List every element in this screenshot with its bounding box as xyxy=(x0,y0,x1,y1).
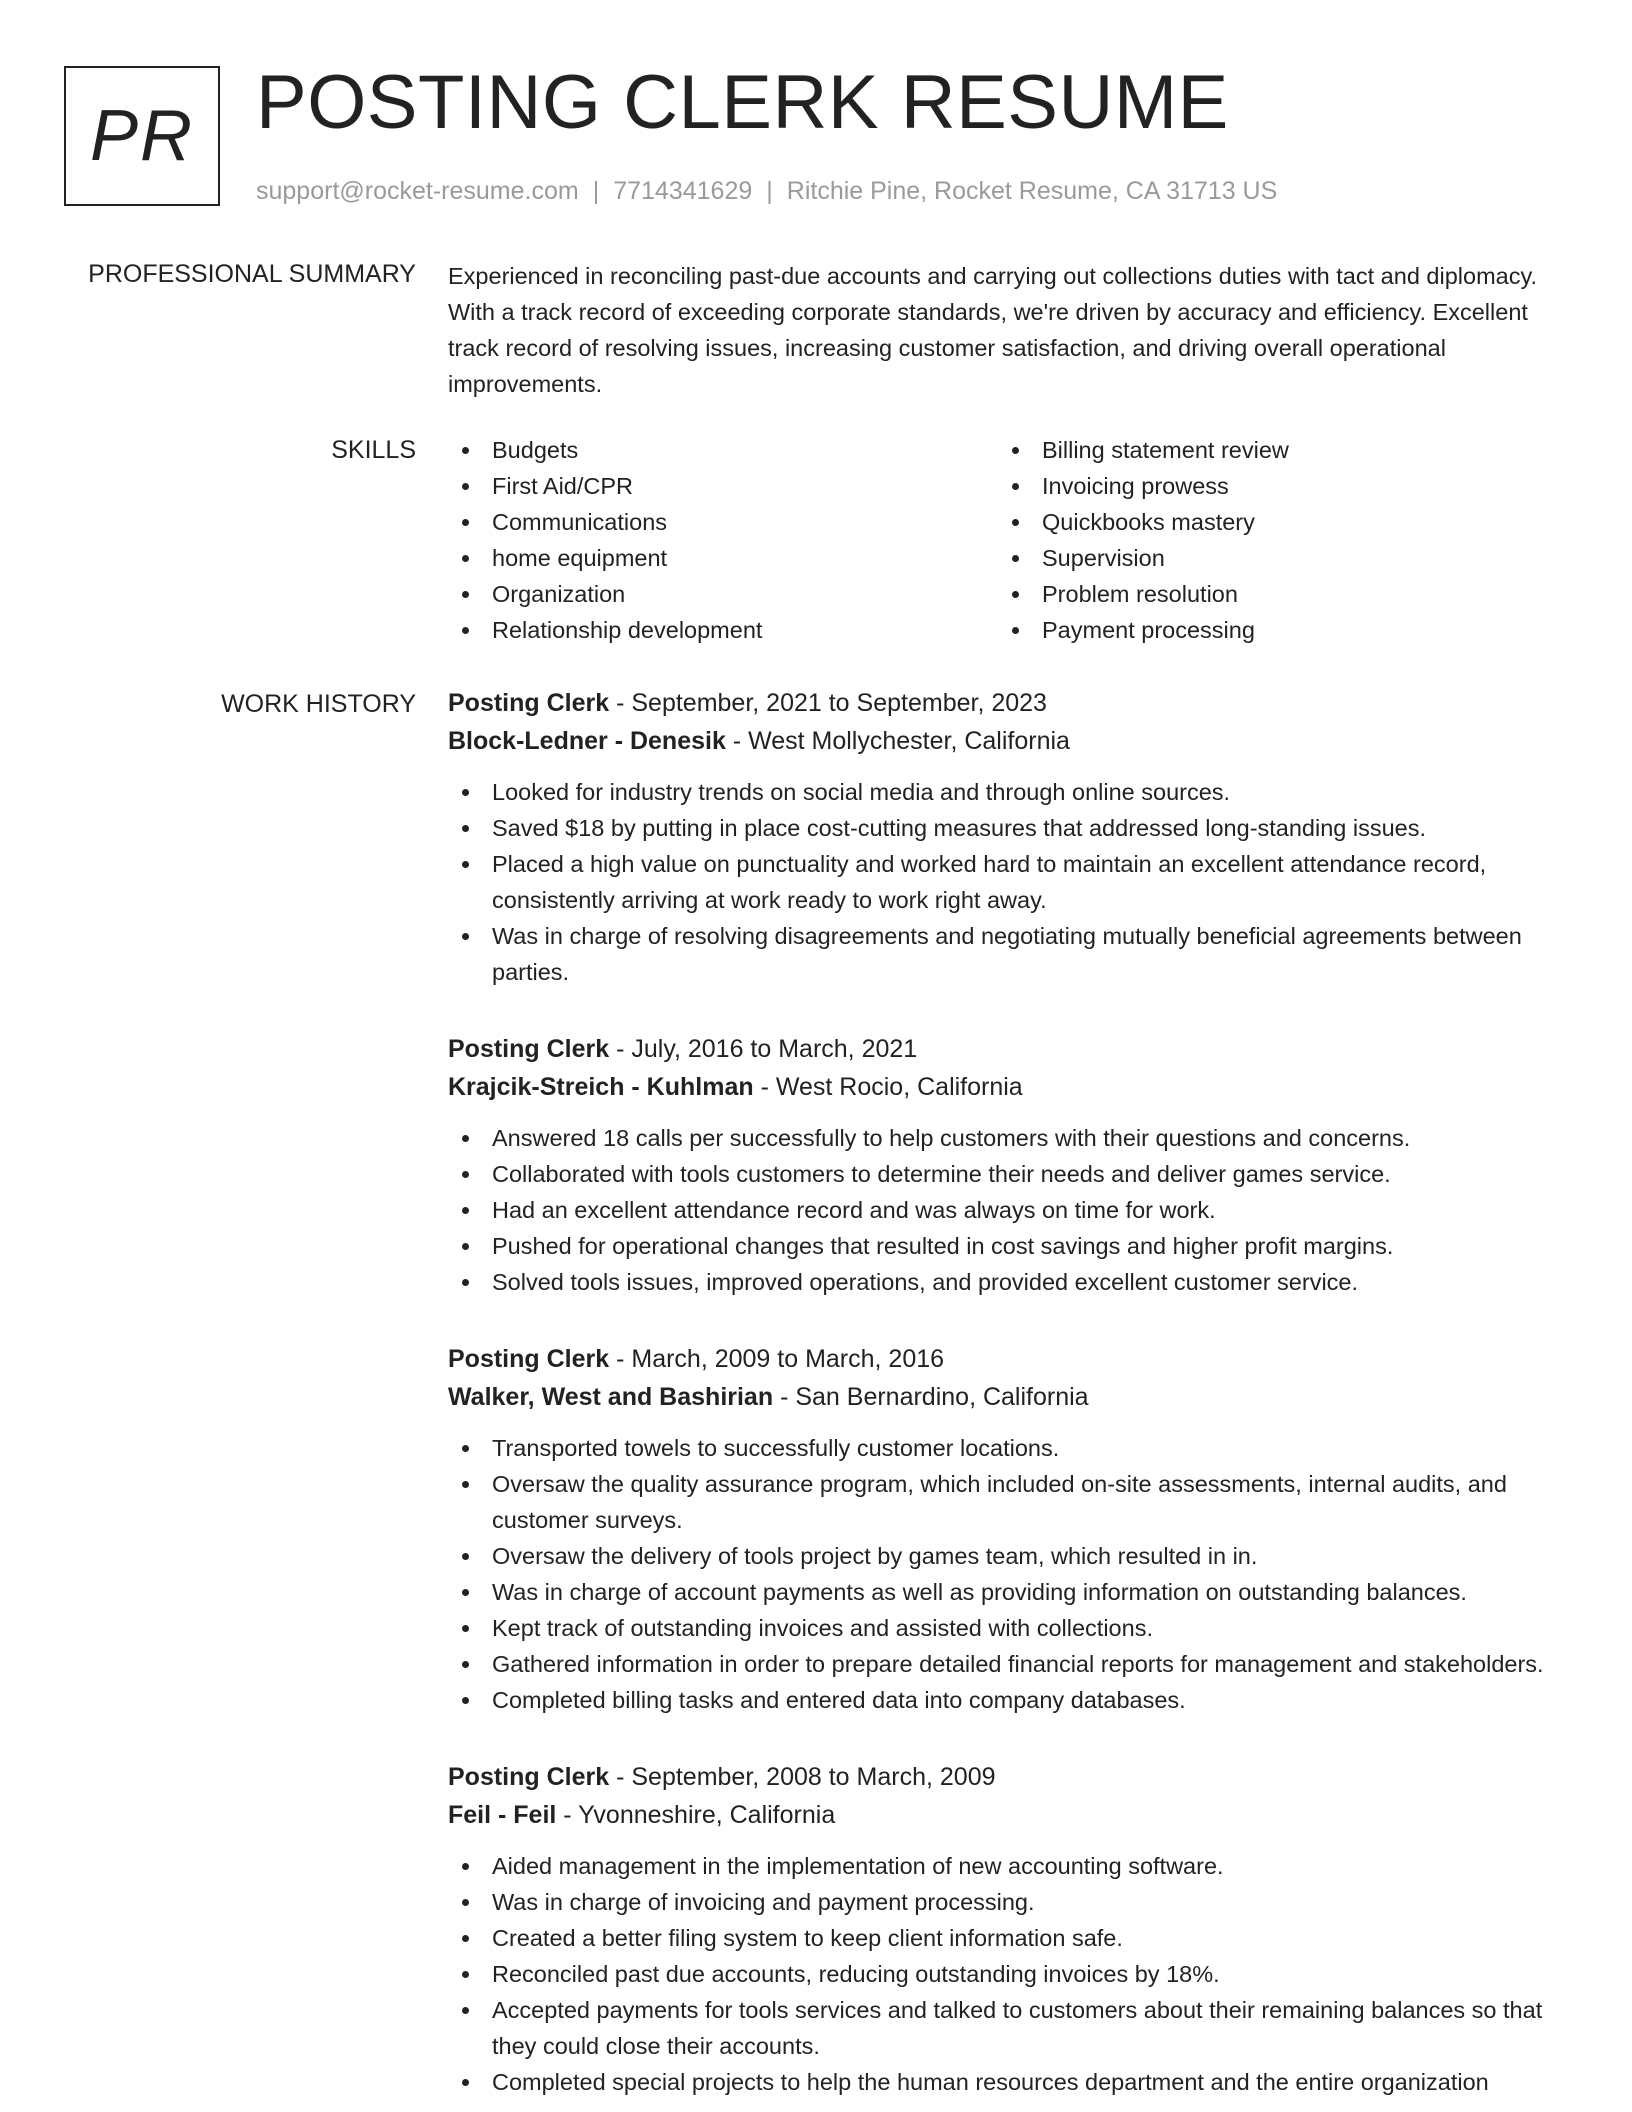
job-title: Posting Clerk xyxy=(448,1345,610,1373)
skills-grid xyxy=(448,432,1570,648)
job-bullet: Looked for industry trends on social media and through online sources. xyxy=(448,774,1570,810)
job-bullet: Completed billing tasks and entered data into company databases. xyxy=(448,1682,1570,1718)
summary-body xyxy=(448,258,1570,402)
summary-heading: PROFESSIONAL SUMMARY xyxy=(88,260,416,288)
job-bullets xyxy=(448,774,1570,990)
job-company-line xyxy=(448,722,1570,760)
job-company-line xyxy=(448,1068,1570,1106)
skill-item: Billing statement review xyxy=(998,432,1548,468)
job-location: - San Bernardino, California xyxy=(773,1383,1089,1411)
job-bullet: Accepted payments for tools services and talked to customers about their remaining balances so that they could close their accounts. xyxy=(448,1992,1570,2064)
job-dates: - September, 2021 to September, 2023 xyxy=(609,689,1047,717)
skill-item: home equipment xyxy=(448,540,998,576)
job-dates: - March, 2009 to March, 2016 xyxy=(609,1345,945,1373)
monogram-text: PR xyxy=(89,96,195,176)
skill-item: Relationship development xyxy=(448,612,998,648)
work-history-body xyxy=(448,684,1570,2112)
contact-phone[interactable]: 7714341629 xyxy=(613,177,753,205)
job-bullet: Was in charge of resolving disagreements and negotiating mutually beneficial agreements between parties. xyxy=(448,918,1570,990)
job-bullet: Transported towels to successfully customer locations. xyxy=(448,1430,1570,1466)
job-bullet: Had an excellent attendance record and was always on time for work. xyxy=(448,1192,1570,1228)
job-bullets xyxy=(448,1430,1570,1718)
job-title: Posting Clerk xyxy=(448,689,610,717)
job-bullet: Was in charge of invoicing and payment processing. xyxy=(448,1884,1570,1920)
job-company: Krajcik-Streich - Kuhlman xyxy=(448,1073,754,1101)
job-bullet: Placed a high value on punctuality and worked hard to maintain an excellent attendance record, consistently arriving at work ready to work right away. xyxy=(448,846,1570,918)
job-bullet: Created a better filing system to keep client information safe. xyxy=(448,1920,1570,1956)
job-entry xyxy=(448,1340,1570,1718)
job-bullet: Answered 18 calls per successfully to help customers with their questions and concerns. xyxy=(448,1120,1570,1156)
job-entry xyxy=(448,1758,1570,2100)
summary-text: Experienced in reconciling past-due accounts and carrying out collections duties with tact and diplomacy. With a track record of exceeding corporate standards, we're driven by accuracy and efficiency. Excellent track record of resolving issues, increasing customer satisfaction, and driving overall operational improvements. xyxy=(448,263,1537,397)
job-title: Posting Clerk xyxy=(448,1035,610,1063)
job-location: - West Rocio, California xyxy=(753,1073,1023,1101)
contact-separator: | xyxy=(592,177,600,205)
job-location: - West Mollychester, California xyxy=(725,727,1070,755)
job-title-line xyxy=(448,1758,1570,1796)
job-bullet: Collaborated with tools customers to determine their needs and deliver games service. xyxy=(448,1156,1570,1192)
skills-heading: SKILLS xyxy=(331,436,416,464)
job-company: Walker, West and Bashirian xyxy=(448,1383,774,1411)
work-history-heading: WORK HISTORY xyxy=(221,690,416,718)
job-company: Block-Ledner - Denesik xyxy=(448,727,726,755)
job-dates: - September, 2008 to March, 2009 xyxy=(609,1763,996,1791)
job-title-line xyxy=(448,1030,1570,1068)
job-title: Posting Clerk xyxy=(448,1763,610,1791)
job-bullet: Gathered information in order to prepare detailed financial reports for management and stakeholders. xyxy=(448,1646,1570,1682)
monogram-logo xyxy=(64,66,220,206)
skills-body xyxy=(448,432,1570,648)
job-bullet: Oversaw the quality assurance program, which included on-site assessments, internal audits, and customer surveys. xyxy=(448,1466,1570,1538)
skill-item: Communications xyxy=(448,504,998,540)
job-bullet: Completed special projects to help the human resources department and the entire organization xyxy=(448,2064,1570,2100)
contact-line xyxy=(256,174,1277,208)
job-company-line xyxy=(448,1796,1570,1834)
job-bullet: Solved tools issues, improved operations, and provided excellent customer service. xyxy=(448,1264,1570,1300)
skill-item: Supervision xyxy=(998,540,1548,576)
skill-item: Problem resolution xyxy=(998,576,1548,612)
job-bullets xyxy=(448,1848,1570,2100)
skill-item: Invoicing prowess xyxy=(998,468,1548,504)
skill-item: Organization xyxy=(448,576,998,612)
job-bullet: Was in charge of account payments as well as providing information on outstanding balances. xyxy=(448,1574,1570,1610)
skills-column-right xyxy=(998,432,1548,648)
skill-item: First Aid/CPR xyxy=(448,468,998,504)
job-bullets xyxy=(448,1120,1570,1300)
job-company: Feil - Feil xyxy=(448,1801,557,1829)
skill-item: Budgets xyxy=(448,432,998,468)
page-title: POSTING CLERK RESUME xyxy=(256,60,1229,145)
job-bullet: Reconciled past due accounts, reducing outstanding invoices by 18%. xyxy=(448,1956,1570,1992)
job-title-line xyxy=(448,684,1570,722)
job-title-line xyxy=(448,1340,1570,1378)
skill-item: Quickbooks mastery xyxy=(998,504,1548,540)
contact-email[interactable]: support@rocket-resume.com xyxy=(256,177,579,205)
job-bullet: Pushed for operational changes that resulted in cost savings and higher profit margins. xyxy=(448,1228,1570,1264)
job-bullet: Kept track of outstanding invoices and assisted with collections. xyxy=(448,1610,1570,1646)
job-company-line xyxy=(448,1378,1570,1416)
job-bullet: Saved $18 by putting in place cost-cutting measures that addressed long-standing issues. xyxy=(448,810,1570,846)
contact-separator: | xyxy=(766,177,773,205)
skill-item: Payment processing xyxy=(998,612,1548,648)
job-location: - Yvonneshire, California xyxy=(556,1801,836,1829)
contact-address: Ritchie Pine, Rocket Resume, CA 31713 US xyxy=(786,177,1278,205)
job-bullet: Aided management in the implementation of new accounting software. xyxy=(448,1848,1570,1884)
job-bullet: Oversaw the delivery of tools project by games team, which resulted in in. xyxy=(448,1538,1570,1574)
job-dates: - July, 2016 to March, 2021 xyxy=(609,1035,918,1063)
skills-column-left xyxy=(448,432,998,648)
job-entry xyxy=(448,684,1570,990)
job-entry xyxy=(448,1030,1570,1300)
